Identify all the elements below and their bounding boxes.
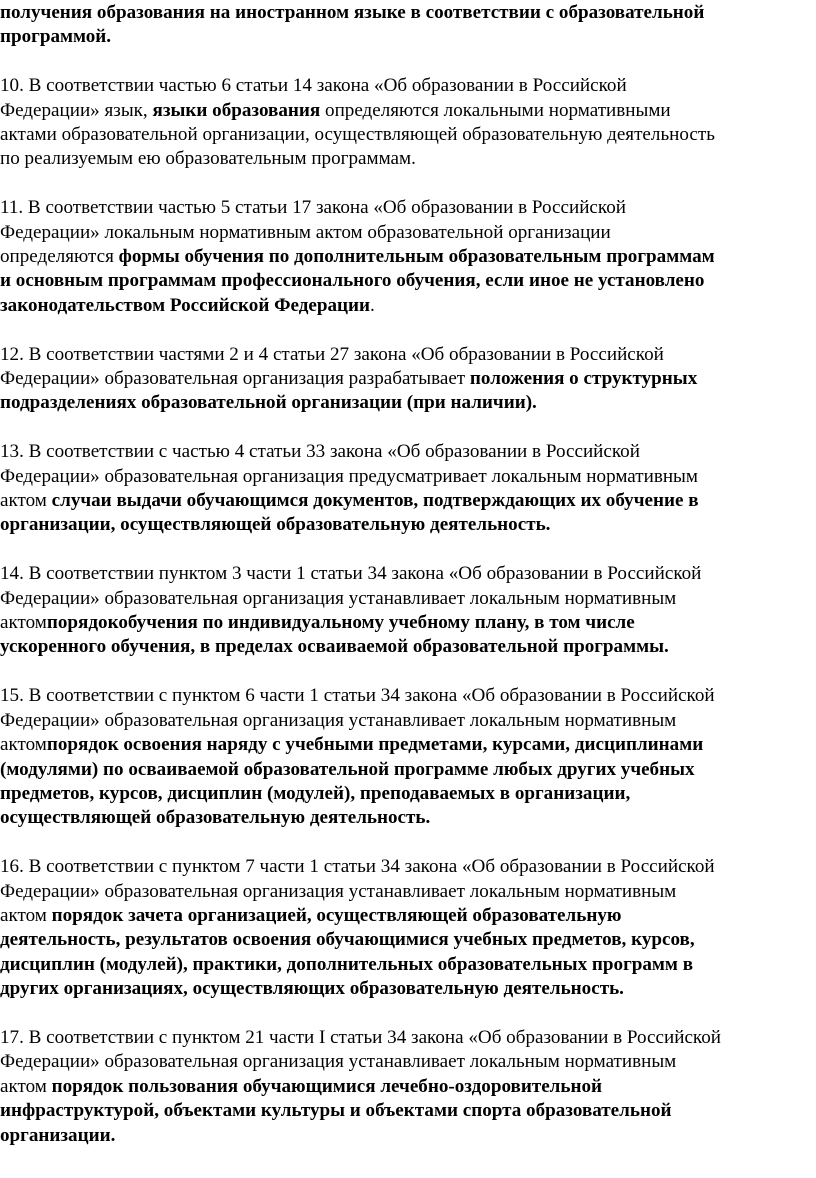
text-run: Федерации» образовательная организация предусматривает локальным нормативным bbox=[0, 465, 698, 487]
bold-text: порядок пользования обучающимися лечебно-оздоровительной bbox=[51, 1075, 603, 1097]
text-line bbox=[0, 196, 812, 220]
text-line bbox=[0, 367, 812, 391]
paragraph bbox=[0, 343, 816, 416]
text-line bbox=[0, 928, 812, 952]
text-line bbox=[0, 782, 812, 806]
bold-text: организации. bbox=[0, 1124, 116, 1146]
paragraph bbox=[0, 440, 816, 538]
text-run: 16. В соответствии с пунктом 7 части 1 статьи 34 закона «Об образовании в Российской bbox=[0, 856, 715, 878]
paragraph bbox=[0, 562, 816, 660]
bold-text: порядок зачета организацией, осуществляющей образовательную bbox=[51, 904, 622, 926]
bold-text: предметов, курсов, дисциплин (модулей), преподаваемых в организации, bbox=[0, 782, 631, 804]
text-run: определяются bbox=[0, 246, 119, 268]
text-run: 10. В соответствии частью 6 статьи 14 закона «Об образовании в Российской bbox=[0, 75, 627, 97]
text-line bbox=[0, 221, 812, 245]
text-run: Федерации» образовательная организация разрабатывает bbox=[0, 368, 470, 390]
text-run: 17. В соответствии с пунктом 21 части I статьи 34 закона «Об образовании в Российской bbox=[0, 1026, 721, 1048]
text-line bbox=[0, 245, 812, 269]
bold-text: формы обучения по дополнительным образовательным программам bbox=[118, 246, 715, 268]
bold-text: порядок освоения наряду с учебными предметами, курсами, дисциплинами bbox=[46, 734, 704, 756]
bold-text: осуществляющей образовательную деятельность. bbox=[0, 807, 431, 829]
text-line bbox=[0, 343, 812, 367]
text-run: 14. В соответствии пунктом 3 части 1 статьи 34 закона «Об образовании в Российской bbox=[0, 563, 702, 585]
bold-text: и основным программам профессионального обучения, если иное не установлено bbox=[0, 270, 705, 292]
text-line bbox=[0, 806, 812, 830]
text-line bbox=[0, 855, 812, 879]
text-line bbox=[0, 1, 812, 25]
paragraph bbox=[0, 855, 816, 1001]
text-line bbox=[0, 1050, 812, 1074]
bold-text: подразделениях образовательной организации (при наличии). bbox=[0, 392, 537, 414]
bold-text: деятельность, результатов освоения обучающимися учебных предметов, курсов, bbox=[0, 929, 695, 951]
text-line bbox=[0, 611, 812, 635]
bold-text: инфраструктурой, объектами культуры и объектами спорта образовательной bbox=[0, 1100, 672, 1122]
text-line bbox=[0, 147, 812, 171]
paragraph bbox=[0, 684, 816, 830]
text-run: актом bbox=[0, 490, 52, 512]
text-line bbox=[0, 758, 812, 782]
text-line bbox=[0, 904, 812, 928]
bold-text: (модулями) по осваиваемой образовательной программе любых других учебных bbox=[0, 758, 695, 780]
bold-text: языки образования bbox=[152, 99, 321, 121]
text-run: . bbox=[370, 294, 375, 316]
paragraph bbox=[0, 1, 816, 50]
text-run: 13. В соответствии с частью 4 статьи 33 закона «Об образовании в Российской bbox=[0, 441, 640, 463]
text-run: актами образовательной организации, осуществляющей образовательную деятельность bbox=[0, 124, 715, 146]
bold-text: случаи выдачи обучающимся документов, подтверждающих их обучение в bbox=[51, 490, 699, 512]
text-line bbox=[0, 684, 812, 708]
text-line bbox=[0, 1026, 812, 1050]
text-run: Федерации» образовательная организация устанавливает локальным нормативным bbox=[0, 709, 677, 731]
text-line bbox=[0, 635, 812, 659]
text-run: Федерации» образовательная организация устанавливает локальным нормативным bbox=[0, 880, 677, 902]
text-line bbox=[0, 294, 812, 318]
text-line bbox=[0, 465, 812, 489]
bold-text: положения о структурных bbox=[469, 368, 698, 390]
text-line bbox=[0, 1099, 812, 1123]
text-run: 11. В соответствии частью 5 статьи 17 закона «Об образовании в Российской bbox=[0, 197, 626, 219]
bold-text: организации, осуществляющей образовательную деятельность. bbox=[0, 514, 551, 536]
text-line bbox=[0, 489, 812, 513]
text-run: актом bbox=[0, 904, 52, 926]
text-run: Федерации» локальным нормативным актом образовательной организации bbox=[0, 221, 611, 243]
text-run: Федерации» язык, bbox=[0, 99, 153, 121]
text-run: актом bbox=[0, 612, 47, 634]
text-run: актом bbox=[0, 734, 47, 756]
text-line bbox=[0, 440, 812, 464]
bold-text: порядокобучения по индивидуальному учебному плану, в том числе bbox=[46, 612, 635, 634]
text-line bbox=[0, 269, 812, 293]
bold-text: других организациях, осуществляющих образовательную деятельность. bbox=[0, 978, 624, 1000]
text-line bbox=[0, 733, 812, 757]
bold-text: программой. bbox=[0, 26, 112, 48]
text-line bbox=[0, 977, 812, 1001]
bold-text: ускоренного обучения, в пределах осваиваемой образовательной программы. bbox=[0, 636, 669, 658]
text-run: 15. В соответствии с пунктом 6 части 1 статьи 34 закона «Об образовании в Российской bbox=[0, 685, 715, 707]
text-line bbox=[0, 1124, 812, 1148]
text-line bbox=[0, 880, 812, 904]
text-line bbox=[0, 562, 812, 586]
text-line bbox=[0, 391, 812, 415]
text-run: Федерации» образовательная организация устанавливает локальным нормативным bbox=[0, 1051, 677, 1073]
text-line bbox=[0, 709, 812, 733]
bold-text: получения образования на иностранном языке в соответствии с образовательной bbox=[0, 2, 705, 23]
text-line bbox=[0, 25, 812, 49]
text-run: определяются локальными нормативными bbox=[320, 99, 671, 121]
bold-text: дисциплин (модулей), практики, дополнительных образовательных программ в bbox=[0, 953, 694, 975]
text-line bbox=[0, 1075, 812, 1099]
paragraph bbox=[0, 196, 816, 318]
paragraph bbox=[0, 74, 816, 172]
bold-text: законодательством Российской Федерации bbox=[0, 294, 371, 316]
text-line bbox=[0, 99, 812, 123]
paragraph bbox=[0, 1026, 816, 1148]
text-run: 12. В соответствии частями 2 и 4 статьи 27 закона «Об образовании в Российской bbox=[0, 343, 664, 365]
text-line bbox=[0, 513, 812, 537]
text-line bbox=[0, 587, 812, 611]
text-line bbox=[0, 74, 812, 98]
text-run: Федерации» образовательная организация устанавливает локальным нормативным bbox=[0, 587, 677, 609]
text-line bbox=[0, 953, 812, 977]
text-run: актом bbox=[0, 1075, 52, 1097]
text-line bbox=[0, 123, 812, 147]
text-run: по реализуемым ею образовательным программам. bbox=[0, 148, 416, 170]
